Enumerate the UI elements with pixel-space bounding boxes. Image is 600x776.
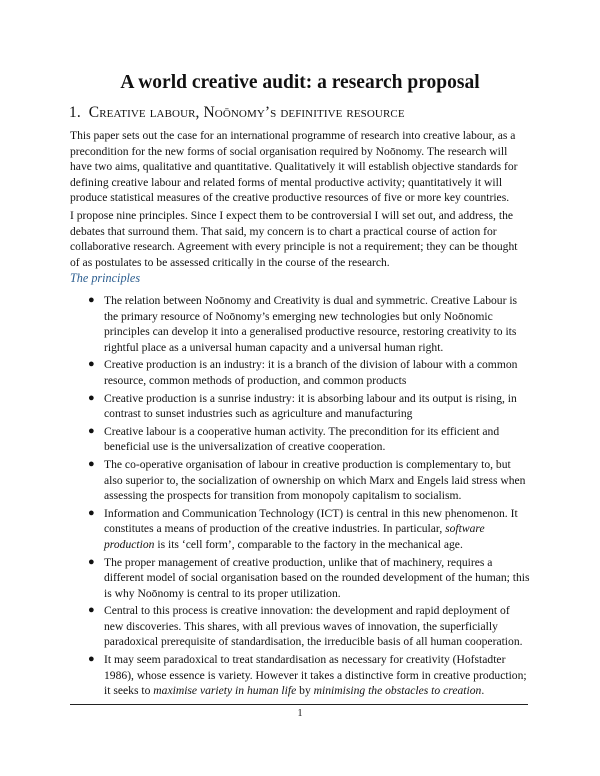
bullet-icon: ●: [88, 555, 95, 568]
bullet-icon: ●: [88, 653, 95, 666]
document-title: A world creative audit: a research proposal: [120, 72, 480, 93]
principles-subheading: The principles: [70, 271, 141, 285]
paragraph-intro: This paper sets out the case for an international programme of research into creative labour, as a precondition for the new forms of social organisation required by Noōnomy. The research will have two aims, qualitative and quantitative. Qualitatively it will establish objective standards for defining creative labour and related forms of mental productive activity; quantitatively it will produce statistical measures of the creative productive resources of five or more key countries.: [70, 129, 518, 205]
principle-text: [104, 392, 517, 421]
principle-item: [88, 293, 530, 355]
bullet-icon: ●: [88, 457, 95, 470]
section-title: Creative labour, Noōnomy’s definitive resource: [88, 104, 405, 121]
principle-segment: by: [296, 684, 314, 698]
principle-text: [104, 358, 517, 387]
principle-segment: is its ‘cell form’, comparable to the factory in the mechanical age.: [154, 537, 463, 551]
bullet-icon: ●: [88, 294, 95, 306]
principle-item: [88, 652, 530, 699]
principle-emphasis: maximise variety in human life: [153, 684, 297, 698]
principle-segment: Creative labour is a cooperative human activity. The precondition for its efficient and beneficial use is the universalization of creative cooperation.: [104, 424, 500, 454]
page-number: 1: [297, 708, 303, 719]
principle-item: [88, 391, 530, 422]
principle-segment: Creative production is a sunrise industry: it is absorbing labour and its output is rising, in contrast to sunset industries such as agriculture and manufacturing: [104, 391, 517, 421]
principle-item: [88, 603, 530, 650]
principles-list: [88, 293, 530, 701]
bullet-icon: ●: [88, 391, 95, 404]
principle-text: [104, 294, 517, 354]
principle-text: [104, 604, 523, 648]
principle-emphasis: software production: [104, 522, 485, 551]
principle-text: [104, 425, 499, 454]
principle-segment: The proper management of creative production, unlike that of machinery, requires a different model of social organisation based on the rounded development of the human; this is why Noōnomy is central to its proper utilization.: [104, 555, 530, 600]
section-heading: [69, 104, 405, 122]
principle-item: [88, 357, 530, 388]
principle-text: [104, 458, 525, 502]
paragraph-principles-intro: I propose nine principles. Since I expect them to be controversial I will set out, and address, the debates that surround them. That said, my concern is to chart a practical course of action for collaborative research. Agreement with every principle is not a requirement; they can be thought of as postulates to be assessed critically in the course of the research.: [70, 209, 518, 269]
principle-item: [88, 457, 530, 504]
bullet-icon: ●: [88, 604, 95, 617]
principle-segment: It may seem paradoxical to treat standardisation as necessary for creativity (Hofstadter 1986), whose essence is variety. However it takes a distinctive form in creative production; it seeks to: [104, 653, 527, 698]
principle-emphasis: minimising the obstacles to creation: [313, 684, 482, 698]
principle-text: [104, 507, 518, 551]
principle-text: [104, 556, 530, 600]
principle-item: [88, 555, 530, 602]
principle-item: [88, 424, 530, 455]
bullet-icon: ●: [88, 424, 95, 437]
principle-text: [104, 653, 527, 697]
principle-segment: Creative production is an industry: it is a branch of the division of labour with a common resource, common methods of production, and common products: [104, 358, 518, 387]
principle-segment: .: [481, 684, 485, 698]
principle-segment: The co-operative organisation of labour in creative production is complementary to, but also superior to, the socialization of ownership on which Marx and Engels laid stress when assessing the prospects for transition from monopoly capitalism to socialism.: [104, 457, 526, 503]
bullet-icon: ●: [88, 358, 95, 371]
principle-item: [88, 506, 530, 553]
section-number: 1.: [69, 104, 81, 121]
principle-segment: Central to this process is creative innovation: the development and rapid deployment of new discoveries. This shares, with all previous waves of innovation, the superficially paradoxical prerequisite of standardisation, the irreducible basis of all human cooperation.: [104, 604, 523, 649]
bullet-icon: ●: [88, 506, 95, 519]
footer-rule: [70, 704, 528, 705]
principle-segment: The relation between Noōnomy and Creativity is dual and symmetric. Creative Labour is the primary resource of Noōnomy’s emerging new technologies but only Noōnomic principles can develop it into a generalised productive resource, restoring creativity to its rightful place as a universal human capacity and a universal human right.: [104, 294, 518, 354]
principle-segment: Information and Communication Technology (ICT) is central in this new phenomenon. It constitutes a means of production of the creative industries. In particular,: [104, 506, 518, 536]
